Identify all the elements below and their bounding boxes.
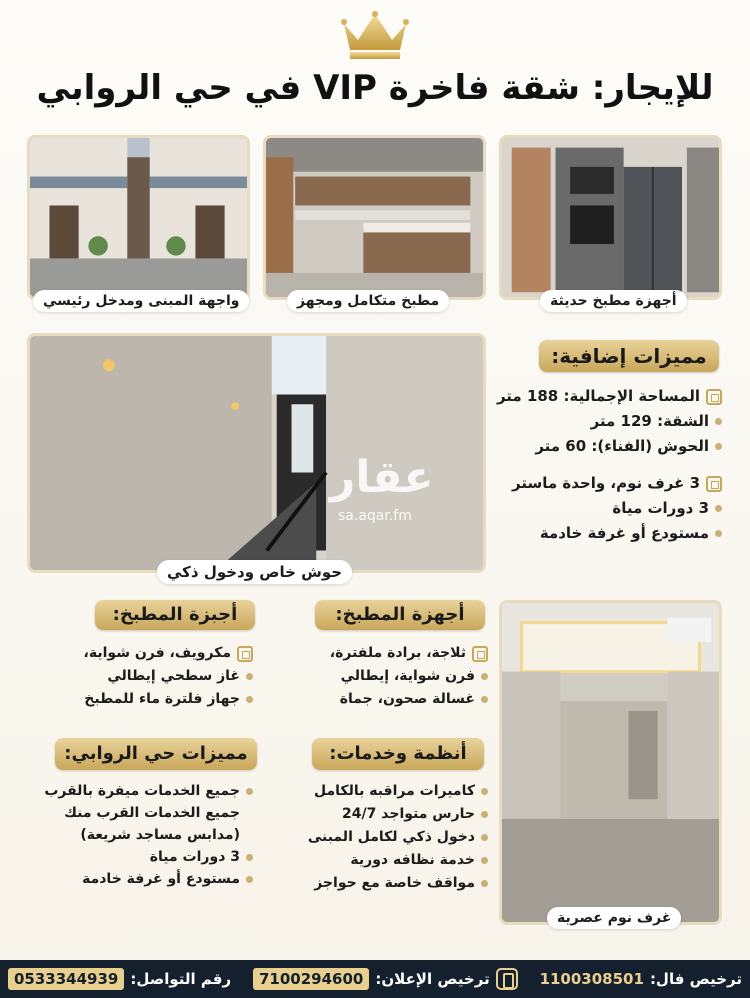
list-item: غسالة صحون، جماة [330, 688, 488, 711]
list-item: مواقف خاصة مع حواجز [308, 872, 488, 895]
systems-list [308, 780, 488, 895]
footer-bar [0, 960, 750, 998]
list-item: ثلاجة، برادة ملفترة، [330, 642, 488, 665]
bullet-icon [246, 788, 253, 795]
bullet-icon [246, 876, 253, 883]
list-item: خدمة نظافه دورية [308, 849, 488, 872]
yard-caption: حوش خاص ودخول ذكي [157, 560, 352, 584]
extra-features-list [497, 384, 722, 546]
kitchen-appliances-heading: أجهزة المطبخ: [315, 600, 485, 630]
district-heading: مميزات حي الروابي: [55, 738, 257, 770]
appliance-icon [472, 646, 488, 662]
appliances-caption: أجهزة مطبخ حديثة [540, 290, 687, 312]
list-item: 3 غرف نوم، واحدة ماستر [497, 471, 722, 496]
kitchen-appliances-list [330, 642, 488, 711]
bullet-icon [481, 880, 488, 887]
watermark-site: sa.aqar.fm [338, 508, 412, 524]
list-item: (مدابس مساجد شريعة) [80, 827, 240, 843]
license-icon [496, 968, 518, 990]
kitchen-caption: مطبخ متكامل ومجهز [287, 290, 449, 312]
fal-license: ترخيص فال: 1100308501 [539, 970, 742, 988]
kitchen-photo [263, 135, 486, 300]
district-list [44, 780, 253, 890]
bed-icon [706, 476, 722, 492]
list-item: 3 دورات مياة [497, 496, 722, 521]
page-title: للإيجار: شقة فاخرة VIP في حي الروابي [36, 68, 714, 108]
watermark-brand: عقار [330, 452, 434, 503]
facade-photo [27, 135, 250, 300]
bullet-icon [246, 854, 253, 861]
bullet-icon [715, 443, 722, 450]
bullet-icon [481, 834, 488, 841]
bullet-icon [481, 811, 488, 818]
list-item: جهاز فلترة ماء للمطبخ [84, 688, 253, 711]
list-item: 3 دورات مياة [44, 846, 253, 868]
extra-features-heading: مميزات إضافية: [539, 340, 719, 372]
appliances-photo [499, 135, 722, 300]
oven-icon [237, 646, 253, 662]
list-item: غاز سطحي إيطالي [84, 665, 253, 688]
kitchen-equip-heading: أجبزة المطبخ: [95, 600, 255, 630]
list-item: مكرويف، فرن شواية، [84, 642, 253, 665]
list-item: مستودع أو غرفة خادمة [497, 521, 722, 546]
bullet-icon [246, 696, 253, 703]
list-item: مستودع أو غرفة خادمة [44, 868, 253, 890]
bedroom-photo [499, 600, 722, 925]
kitchen-equip-list [84, 642, 253, 711]
bedroom-caption: غرف نوم عصرية [547, 907, 681, 929]
list-item: حارس متواجد 24/7 [308, 803, 488, 826]
bullet-icon [246, 673, 253, 680]
fal-number: 1100308501 [539, 970, 644, 988]
area-icon [706, 389, 722, 405]
facade-caption: واجهة المبنى ومدخل رئيسي [33, 290, 249, 312]
contact-number[interactable]: 0533344939 [8, 968, 124, 990]
bullet-icon [715, 530, 722, 537]
list-item: كاميرات مراقبه بالكامل [308, 780, 488, 803]
list-item: دخول ذكي لكامل المبنى [308, 826, 488, 849]
crown-icon [340, 10, 410, 60]
bullet-icon [481, 788, 488, 795]
bullet-icon [481, 696, 488, 703]
list-item: جميع الخدمات القرب منك [64, 805, 240, 821]
ad-number: 7100294600 [253, 968, 369, 990]
ad-license: ترخيص الإعلان: 7100294600 [253, 968, 518, 990]
contact[interactable]: رقم التواصل: 0533344939 [8, 968, 231, 990]
systems-heading: أنظمة وخدمات: [312, 738, 484, 770]
bullet-icon [715, 505, 722, 512]
bullet-icon [481, 857, 488, 864]
bullet-icon [481, 673, 488, 680]
list-item: الشقة: 129 متر [497, 409, 722, 434]
list-item: جميع الخدمات ميفرة بالقرب [44, 780, 253, 802]
list-item: فرن شواية، إيطالي [330, 665, 488, 688]
list-item: الحوش (الفناء): 60 متر [497, 434, 722, 459]
bullet-icon [715, 418, 722, 425]
list-item: المساحة الإجمالية: 188 متر [497, 384, 722, 409]
